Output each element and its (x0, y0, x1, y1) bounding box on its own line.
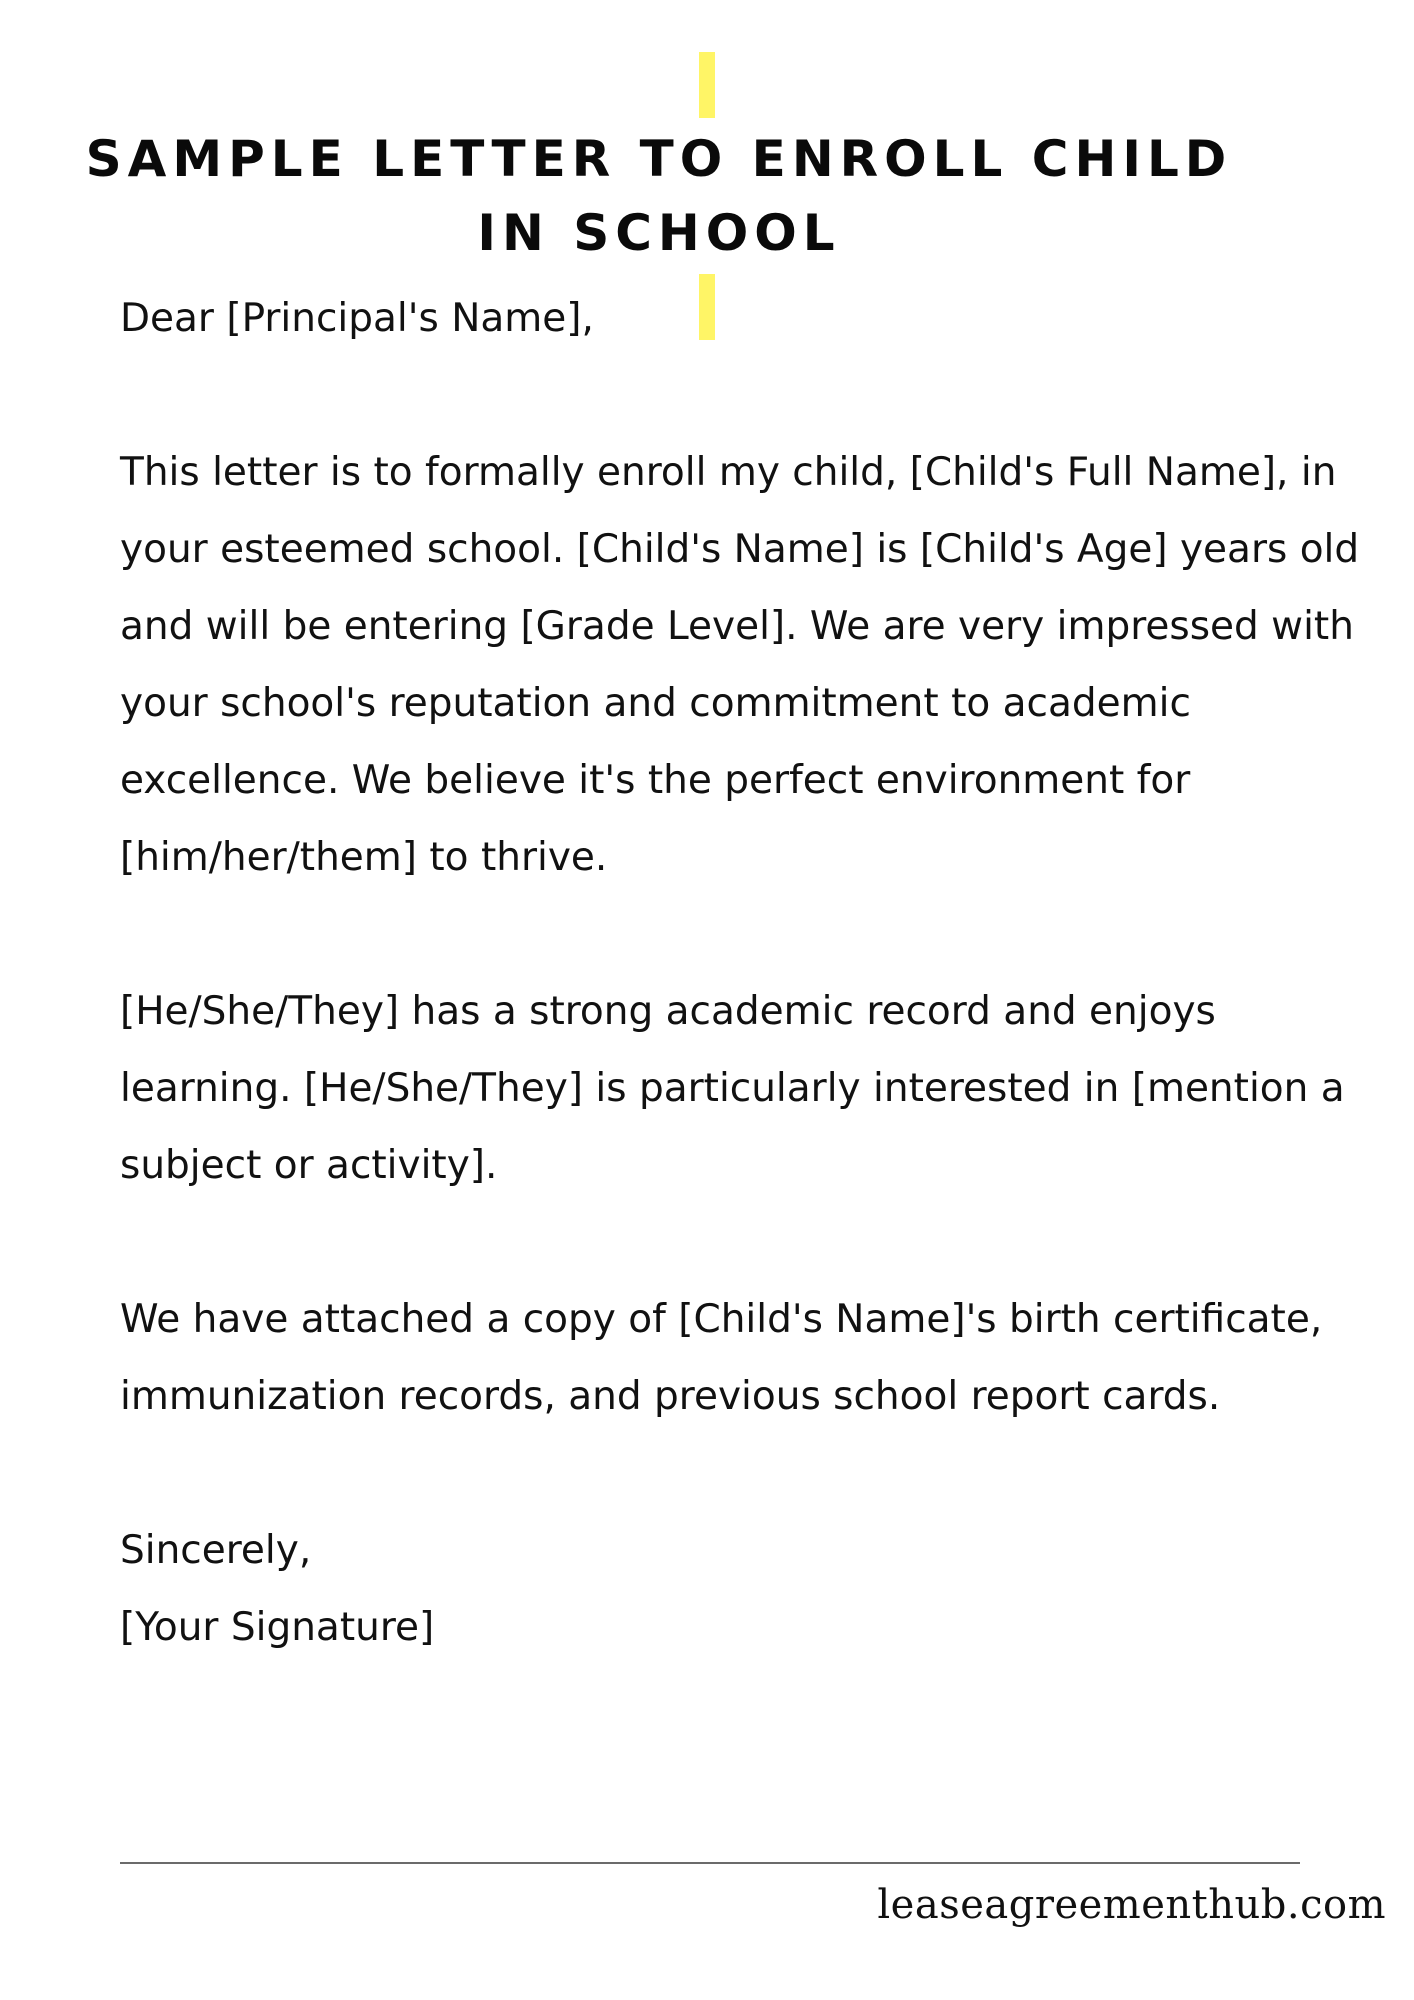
title-line-2: IN SCHOOL (477, 204, 841, 262)
paragraph-gap (120, 896, 1360, 973)
footer-divider (120, 1862, 1300, 1864)
closing: Sincerely, (120, 1528, 312, 1573)
paragraph-gap (120, 1204, 1360, 1281)
letter-body (120, 280, 1360, 1666)
salutation: Dear [Principal's Name], (120, 296, 594, 341)
signature-placeholder: [Your Signature] (120, 1605, 435, 1650)
paragraph-attachments: We have attached a copy of [Child's Name]'s birth certificate, immunization records, and previous school report cards. (120, 1297, 1323, 1419)
paragraph-gap (120, 357, 1360, 434)
paragraph-intro: This letter is to formally enroll my child, [Child's Full Name], in your esteemed school. [Child's Name] is [Child's Age] years old and will be entering [Grade Level]. We are very impressed with your school's reputation and commitment to academic excellence. We believe it's the perfect environment for [him/her/them] to thrive. (120, 450, 1360, 880)
title-line-1: SAMPLE LETTER TO ENROLL CHILD (85, 130, 1233, 188)
paragraph-gap (120, 1435, 1360, 1512)
footer-site-name: leaseagreementhub.com (877, 1882, 1386, 1928)
paragraph-academics: [He/She/They] has a strong academic record and enjoys learning. [He/She/They] is particularly interested in [mention a subject or activity]. (120, 989, 1345, 1188)
